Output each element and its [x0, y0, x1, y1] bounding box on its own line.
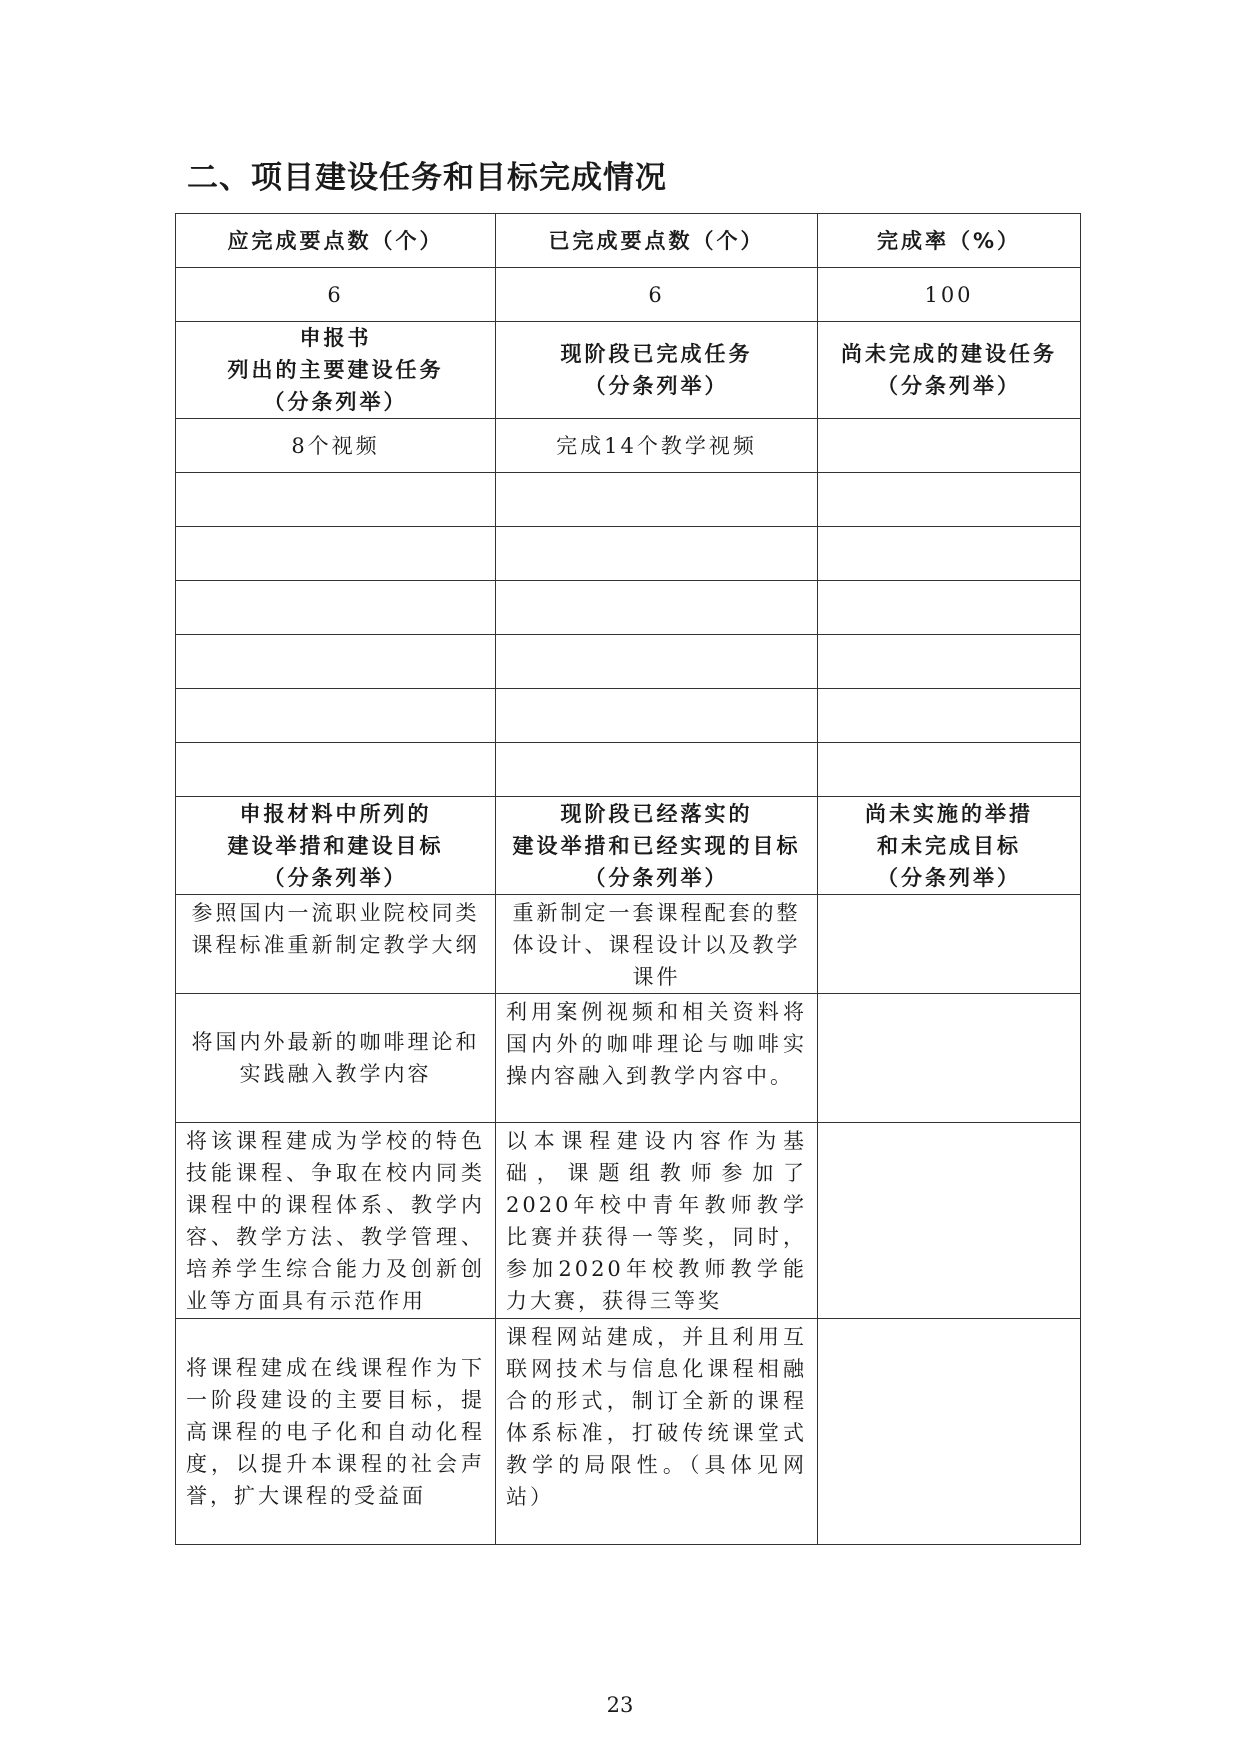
- table-row: [176, 1319, 1081, 1545]
- task-cell: [818, 581, 1081, 635]
- task-cell: [496, 473, 818, 527]
- task-cell: [176, 743, 496, 797]
- header-line: 和未完成目标: [877, 833, 1021, 858]
- measure-cell: [818, 1319, 1081, 1545]
- summary-values-row: [176, 268, 1081, 322]
- task-cell: 完成14个教学视频: [496, 419, 818, 473]
- page-title: 二、项目建设任务和目标完成情况: [187, 160, 667, 196]
- header-line: （分条列举）: [263, 865, 408, 890]
- table-row: [176, 473, 1081, 527]
- measures-header-cell: [496, 797, 818, 895]
- table-row: [176, 581, 1081, 635]
- header-line: （分条列举）: [877, 865, 1021, 890]
- task-cell: [818, 743, 1081, 797]
- table-row: [176, 419, 1081, 473]
- measure-cell: 参照国内一流职业院校同类课程标准重新制定教学大纲: [176, 895, 496, 994]
- task-cell: [496, 581, 818, 635]
- task-cell: [818, 635, 1081, 689]
- measure-cell: [818, 895, 1081, 994]
- required-count: 6: [176, 268, 496, 322]
- task-cell: [818, 473, 1081, 527]
- header-line: （分条列举）: [584, 374, 729, 398]
- task-cell: [818, 527, 1081, 581]
- header-line: 建设举措和已经实现的目标: [512, 833, 801, 858]
- table-row: [176, 895, 1081, 994]
- measure-cell: 重新制定一套课程配套的整体设计、课程设计以及教学课件: [496, 895, 818, 994]
- task-cell: [818, 689, 1081, 743]
- task-cell: [496, 689, 818, 743]
- task-cell: [176, 689, 496, 743]
- task-cell: 8个视频: [176, 419, 496, 473]
- measures-header-cell: [818, 797, 1081, 895]
- measure-cell: 利用案例视频和相关资料将国内外的咖啡理论与咖啡实操内容融入到教学内容中。: [496, 994, 818, 1123]
- summary-header-cell: 已完成要点数（个）: [496, 214, 818, 268]
- completed-count: 6: [496, 268, 818, 322]
- header-line: 申报书: [299, 326, 372, 350]
- header-line: 尚未完成的建设任务: [841, 342, 1057, 366]
- measure-cell: 将课程建成在线课程作为下一阶段建设的主要目标，提高课程的电子化和自动化程度，以提升本课程的社会声誉，扩大课程的受益面: [176, 1319, 496, 1545]
- header-line: （分条列举）: [877, 374, 1021, 398]
- summary-header-cell: 应完成要点数（个）: [176, 214, 496, 268]
- completion-rate: 100: [818, 268, 1081, 322]
- task-cell: [176, 473, 496, 527]
- tasks-header-row: [176, 322, 1081, 419]
- header-line: 建设举措和建设目标: [227, 833, 444, 858]
- table-row: [176, 743, 1081, 797]
- task-cell: [176, 527, 496, 581]
- header-line: 列出的主要建设任务: [227, 358, 444, 382]
- table-row: [176, 689, 1081, 743]
- header-line: 尚未实施的举措: [865, 801, 1033, 826]
- task-cell: [496, 743, 818, 797]
- tasks-header-cell: [818, 322, 1081, 419]
- measure-cell: 将该课程建成为学校的特色技能课程、争取在校内同类课程中的课程体系、教学内容、教学方法、教学管理、培养学生综合能力及创新创业等方面具有示范作用: [176, 1123, 496, 1319]
- header-line: 申报材料中所列的: [239, 801, 432, 826]
- measures-header-row: [176, 797, 1081, 895]
- header-line: 现阶段已完成任务: [560, 342, 753, 366]
- header-line: （分条列举）: [584, 865, 729, 890]
- summary-header-row: [176, 214, 1081, 268]
- summary-header-cell: 完成率（%）: [818, 214, 1081, 268]
- task-cell: [496, 527, 818, 581]
- measure-cell: 将国内外最新的咖啡理论和实践融入教学内容: [176, 994, 496, 1123]
- measures-header-cell: [176, 797, 496, 895]
- table-row: [176, 635, 1081, 689]
- task-cell: [496, 635, 818, 689]
- completion-table: [175, 213, 1081, 1545]
- task-cell: [176, 635, 496, 689]
- measure-cell: [818, 994, 1081, 1123]
- task-cell: [818, 419, 1081, 473]
- measure-cell: 以本课程建设内容作为基础，课题组教师参加了2020年校中青年教师教学比赛并获得一等奖，同时，参加2020年校教师教学能力大赛，获得三等奖: [496, 1123, 818, 1319]
- table-row: [176, 527, 1081, 581]
- header-line: 现阶段已经落实的: [560, 801, 753, 826]
- header-line: （分条列举）: [263, 390, 408, 414]
- tasks-header-cell: [176, 322, 496, 419]
- task-cell: [176, 581, 496, 635]
- measure-cell: [818, 1123, 1081, 1319]
- table-row: [176, 994, 1081, 1123]
- tasks-header-cell: [496, 322, 818, 419]
- table-row: [176, 1123, 1081, 1319]
- measure-cell: 课程网站建成，并且利用互联网技术与信息化课程相融合的形式，制订全新的课程体系标准，打破传统课堂式教学的局限性。（具体见网站）: [496, 1319, 818, 1545]
- page-number: 23: [606, 1693, 634, 1717]
